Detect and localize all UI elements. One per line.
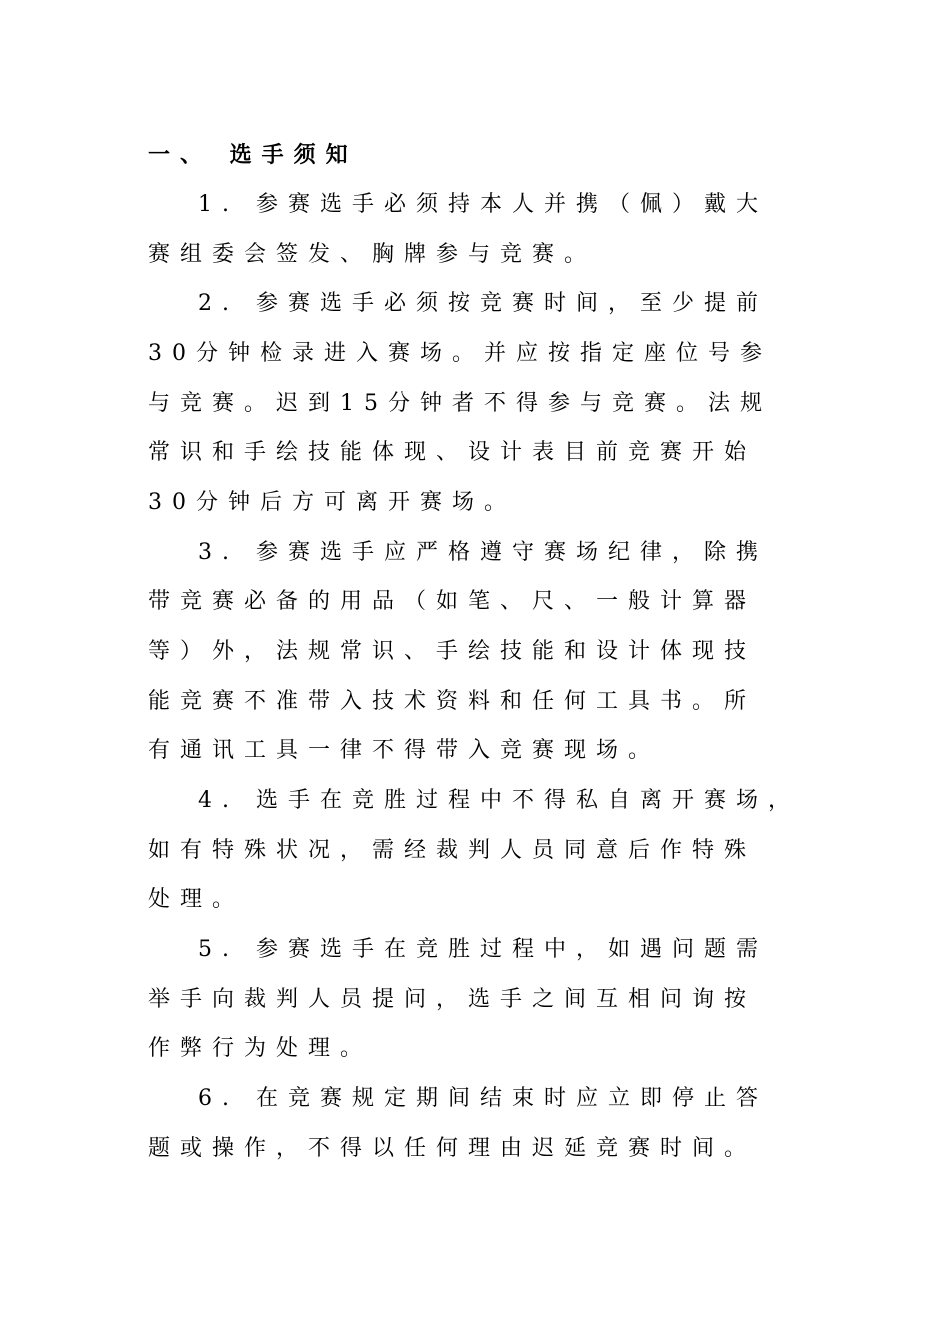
text-line: 与竞赛。迟到15分钟者不得参与竞赛。法规 (148, 391, 772, 416)
text-line: 举手向裁判人员提问，选手之间互相问询按 (148, 987, 757, 1012)
text-line: 如有特殊状况，需经裁判人员同意后作特殊 (148, 838, 757, 863)
text-line: 3. 参赛选手应严格遵守赛场纪律，除携 (198, 540, 768, 565)
text-line: 有通讯工具一律不得带入竞赛现场。 (148, 738, 661, 763)
text-line: 带竞赛必备的用品（如笔、尺、一般计算器 (148, 589, 757, 614)
text-line: 1. 参赛选手必须持本人并携（佩）戴大 (198, 192, 768, 217)
text-line: 2. 参赛选手必须按竞赛时间，至少提前 (198, 291, 768, 316)
text-line: 处理。 (148, 887, 245, 912)
text-line: 能竞赛不准带入技术资料和任何工具书。所 (148, 689, 757, 714)
text-line: 等）外，法规常识、手绘技能和设计体现技 (148, 639, 757, 664)
text-line: 题或操作，不得以任何理由迟延竞赛时间。 (148, 1136, 757, 1161)
text-line: 作弊行为处理。 (148, 1036, 373, 1061)
text-line: 常识和手绘技能体现、设计表目前竞赛开始 (148, 440, 757, 465)
section-heading: 一、 选手须知 (148, 142, 358, 168)
text-line: 赛组委会签发、胸牌参与竞赛。 (148, 242, 597, 267)
text-line: 4. 选手在竞胜过程中不得私自离开赛场， (198, 788, 800, 813)
text-line: 5. 参赛选手在竞胜过程中，如遇问题需 (198, 937, 768, 962)
text-line: 6. 在竞赛规定期间结束时应立即停止答 (198, 1086, 768, 1111)
text-line: 30分钟后方可离开赛场。 (148, 490, 516, 515)
text-line: 30分钟检录进入赛场。并应按指定座位号参 (148, 341, 772, 366)
